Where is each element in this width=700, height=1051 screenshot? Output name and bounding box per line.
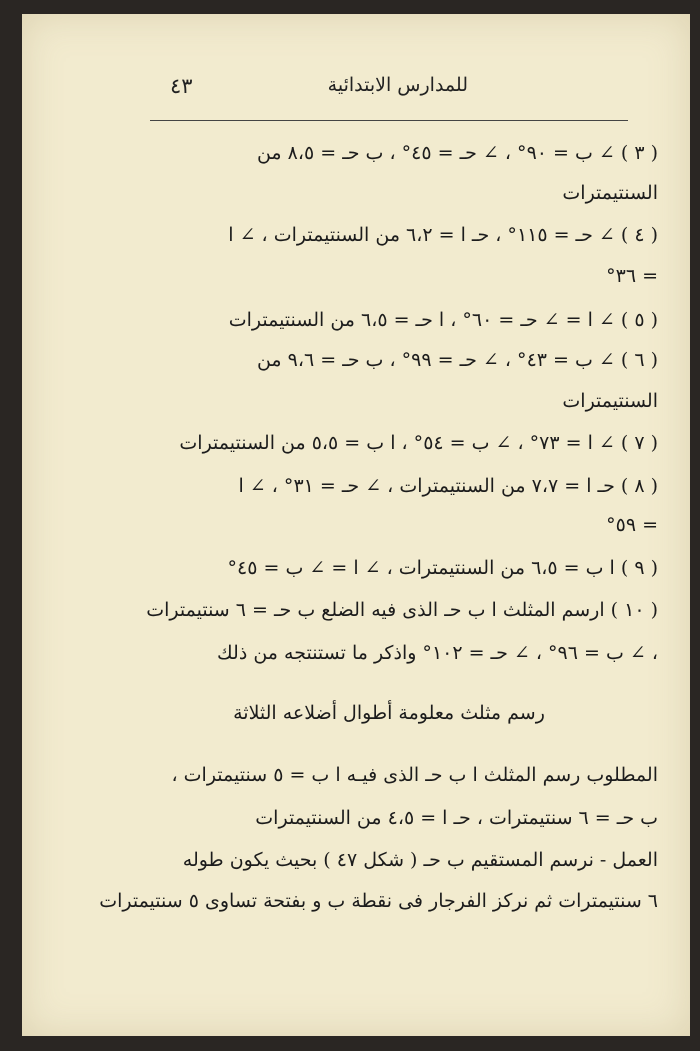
body-paragraph-line-4: ٦ سنتيمترات ثم نركز الفرجار فى نقطة ب و بفتحة تساوى ٥ سنتيمترات (99, 890, 658, 912)
book-page (22, 14, 690, 1036)
page-header (148, 68, 628, 108)
exercise-3-line-1: ( ٣ ) ∠ ب = ٩٠° ، ∠ حـ = ٤٥° ، ب حـ = ٨،٥ من (256, 142, 658, 164)
exercise-10-line-2: ، ∠ ب = ٩٦° ، ∠ حـ = ١٠٢° واذكر ما تستنتجه من ذلك (217, 642, 658, 664)
exercise-10-line-1: ( ١٠ ) ارسم المثلث ا ب حـ الذى فيه الضلع ب حـ = ٦ سنتيمترات (146, 599, 658, 621)
exercise-6-line-2: السنتيمترات (562, 390, 658, 412)
header-rule (150, 120, 628, 121)
exercise-4-line-2: = ٣٦° (606, 265, 658, 287)
body-paragraph-line-1: المطلوب رسم المثلث ا ب حـ الذى فيـه ا ب = ٥ سنتيمترات ، (171, 764, 658, 786)
exercise-4-line-1: ( ٤ ) ∠ حـ = ١١٥° ، حـ ا = ٦،٢ من السنتيمترات ، ∠ ا (228, 224, 658, 246)
body-paragraph-line-2: ب حـ = ٦ سنتيمترات ، حـ ا = ٤،٥ من السنتيمترات (255, 807, 658, 829)
body-paragraph-line-3: العمل - نرسم المستقيم ب حـ ( شكل ٤٧ ) بحيث يكون طوله (182, 849, 658, 871)
exercise-3-line-2: السنتيمترات (562, 182, 658, 204)
exercise-8-line-1: ( ٨ ) حـ ا = ٧،٧ من السنتيمترات ، ∠ حـ = ٣١° ، ∠ ا (238, 475, 658, 497)
exercise-7-line: ( ٧ ) ∠ ا = ٧٣° ، ∠ ب = ٥٤° ، ا ب = ٥،٥ من السنتيمترات (179, 432, 658, 454)
section-heading: رسم مثلث معلومة أطوال أضلاعه الثلاثة (233, 702, 545, 724)
exercise-8-line-2: = ٥٩° (606, 514, 658, 536)
page-number: ٤٣ (170, 74, 193, 98)
exercise-6-line-1: ( ٦ ) ∠ ب = ٤٣° ، ∠ حـ = ٩٩° ، ب حـ = ٩،٦ من (256, 349, 658, 371)
running-title: للمدارس الابتدائية (327, 74, 468, 96)
exercise-5-line: ( ٥ ) ∠ ا = ∠ حـ = ٦٠° ، ا حـ = ٦،٥ من السنتيمترات (228, 309, 658, 331)
exercise-9-line: ( ٩ ) ا ب = ٦،٥ من السنتيمترات ، ∠ ا = ∠ ب = ٤٥° (227, 557, 658, 579)
